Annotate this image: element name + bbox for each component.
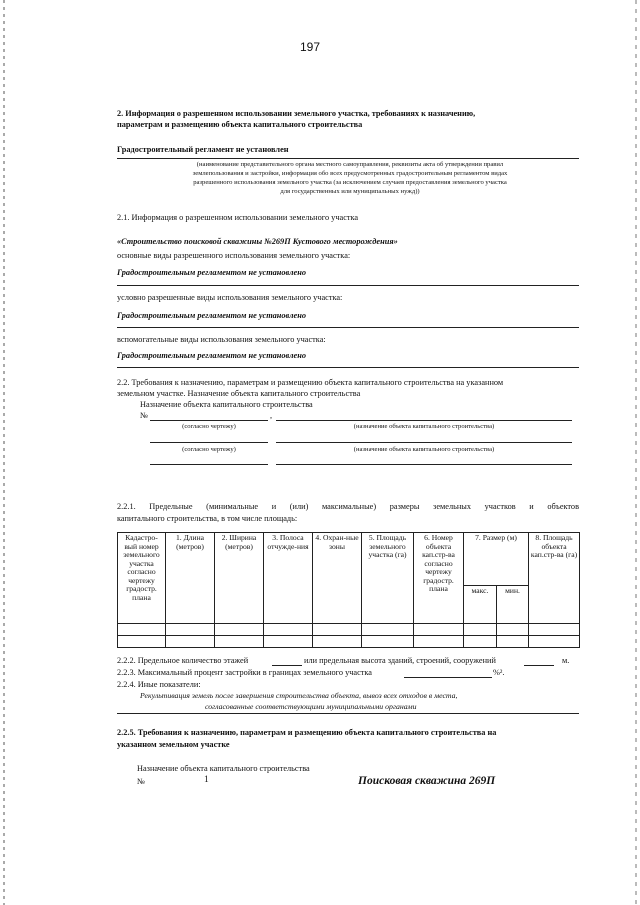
- number-label-2: №: [137, 777, 145, 786]
- basic-uses-label: основные виды разрешенного использования земельного участка:: [117, 251, 351, 260]
- header-size-max: макс.: [464, 586, 497, 624]
- header-cadastral: Кадастро-вый номер земельного участка согласно чертежу градостр. плана: [118, 533, 166, 624]
- header-plot-area: 5. Площадь земельного участка (га): [362, 533, 414, 624]
- section-2-title-line2: параметрам и размещению объекта капитального строительства: [117, 120, 363, 129]
- build-percent-label: 2.2.3. Максимальный процент застройки в границах земельного участка: [117, 668, 372, 677]
- conditional-uses-label: условно разрешенные виды использования земельного участка:: [117, 293, 343, 302]
- auxiliary-uses-label: вспомогательные виды использования земельного участка:: [117, 335, 326, 344]
- number-field-line-1: [150, 420, 268, 421]
- header-size: 7. Размер (м): [464, 533, 529, 586]
- reglament-note-line4: для государственных или муниципальных нужд)): [280, 188, 420, 195]
- purpose-label-2: Назначение объекта капитального строительства: [137, 764, 310, 773]
- section-2-title-line1: 2. Информация о разрешенном использовании земельного участка, требованиях к назначению,: [117, 109, 476, 118]
- basic-uses-underline: [117, 285, 579, 286]
- table-row: [118, 624, 580, 636]
- floors-label: 2.2.2. Предельное количество этажей: [117, 656, 249, 665]
- scan-edge-right: [635, 0, 637, 905]
- header-object-area: 8. Площадь объекта кап.стр-ва (га): [529, 533, 580, 624]
- auxiliary-uses-value: Градостроительным регламентом не установлено: [117, 351, 306, 360]
- per-drawing-caption-2: (согласно чертежу): [182, 446, 236, 453]
- header-exclusion-strip: 3. Полоса отчужде-ния: [264, 533, 313, 624]
- section-2-1-title: 2.1. Информация о разрешенном использовании земельного участка: [117, 213, 359, 222]
- reglament-underline: [117, 158, 579, 159]
- floors-field: [272, 665, 302, 666]
- scan-edge-left: [3, 0, 5, 905]
- build-percent-unit: %².: [493, 668, 505, 677]
- height-label: или предельная высота зданий, строений, сооружений: [304, 656, 496, 665]
- reglament-note-line2: землепользования и застройки, информация обо всех предусмотренных градостроительным регламентом видах: [192, 170, 508, 177]
- auxiliary-uses-underline: [117, 367, 579, 368]
- size-limits-table: [117, 532, 580, 648]
- number-label: №: [140, 411, 148, 420]
- header-length: 1. Длина (метров): [166, 533, 215, 624]
- section-2-2-1-title-line2: капитального строительства, в том числе площадь:: [117, 514, 298, 523]
- section-2-2-title-line2: земельном участке. Назначение объекта капитального строительства: [117, 389, 361, 398]
- section-2-2-5-title-line1: 2.2.5. Требования к назначению, параметрам и размещению объекта капитального строительства на: [117, 728, 497, 737]
- header-size-min: мин.: [497, 586, 529, 624]
- table-row: [118, 636, 580, 648]
- object-purpose: Поисковая скважина 269П: [358, 775, 496, 787]
- section-2-2-title-line1: 2.2. Требования к назначению, параметрам и размещению объекта капитального строительства на указанном: [117, 378, 504, 387]
- height-unit: м.: [562, 656, 570, 665]
- other-indicators-label: 2.2.4. Иные показатели:: [117, 680, 201, 689]
- object-number: 1: [204, 775, 209, 785]
- section-2-2-1-title-line1: 2.2.1. Предельные (минимальные и (или) максимальные) размеры земельных участков и объектов: [117, 502, 579, 511]
- header-width: 2. Ширина (метров): [215, 533, 264, 624]
- section-2-2-5-title-line2: указанном земельном участке: [117, 740, 230, 749]
- number-field-line-3: [150, 464, 268, 465]
- reglament-label: Градостроительный регламент не установлен: [117, 145, 289, 154]
- purpose-label: Назначение объекта капитального строительства: [140, 400, 313, 409]
- build-percent-field: [404, 677, 492, 678]
- object-name: «Строительство поисковой скважины №269П Кустового месторождения»: [117, 237, 398, 246]
- purpose-caption-2: (назначение объекта капитального строительства): [353, 446, 495, 453]
- purpose-caption-1: (назначение объекта капитального строительства): [353, 423, 495, 430]
- other-indicators-value-line2: согласованные соответствующими муниципальными органами: [205, 702, 417, 711]
- reglament-note-line3: разрешенного использования земельного участка (за исключением случаев предоставления земельного участка: [193, 179, 507, 186]
- number-field-line-2: [150, 442, 268, 443]
- conditional-uses-value: Градостроительным регламентом не установлено: [117, 311, 306, 320]
- purpose-field-line-3: [276, 464, 572, 465]
- page-number: 197: [300, 40, 321, 54]
- header-object-number: 6. Номер объекта кап.стр-ва согласно чертежу градостр. плана: [414, 533, 464, 624]
- purpose-field-line-1: [276, 420, 572, 421]
- header-protected-zones: 4. Охран-ные зоны: [313, 533, 362, 624]
- other-indicators-underline: [117, 713, 579, 714]
- purpose-field-line-2: [276, 442, 572, 443]
- basic-uses-value: Градостроительным регламентом не установлено: [117, 268, 306, 277]
- reglament-note-line1: (наименование представительного органа местного самоуправления, реквизиты акта об утверждении правил: [196, 161, 504, 168]
- conditional-uses-underline: [117, 327, 579, 328]
- comma: ,: [270, 411, 273, 420]
- height-field: [524, 665, 554, 666]
- per-drawing-caption-1: (согласно чертежу): [182, 423, 236, 430]
- other-indicators-value-line1: Рекультивация земель после завершения строительства объекта, вывоз всех отходов в места,: [140, 691, 458, 700]
